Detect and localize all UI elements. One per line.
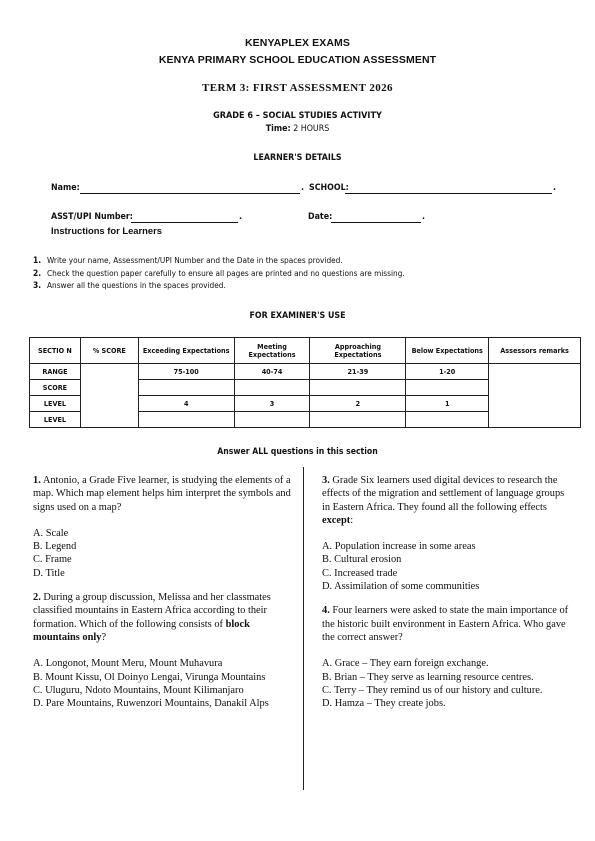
option[interactable]: C. Uluguru, Ndoto Mountains, Mount Kilimanjaro xyxy=(33,684,244,696)
school-field[interactable] xyxy=(345,184,552,194)
right-column xyxy=(322,474,574,710)
school-label: SCHOOL: xyxy=(309,183,349,193)
examiner-table xyxy=(29,337,581,428)
upi-label: ASST/UPI Number: xyxy=(51,212,133,222)
question-stem: 2. During a group discussion, Melissa and her classmates classified mountains in Eastern Africa according to their formation. Which of the following consists of block mountains only? xyxy=(33,592,271,643)
date-label: Date: xyxy=(308,212,333,222)
header-score: % SCORE xyxy=(80,338,138,364)
table-row: LEVEL 4 3 2 1 xyxy=(30,396,581,412)
instruction-item: 3. Answer all the questions in the spaces provided. xyxy=(33,280,226,290)
option[interactable]: B. Brian – They serve as learning resource centres. xyxy=(322,671,534,683)
remarks-cell[interactable] xyxy=(489,364,581,428)
table-row: SCORE xyxy=(30,380,581,396)
header-exceeding: Exceeding Expectations xyxy=(138,338,234,364)
name-row xyxy=(51,183,80,193)
option[interactable]: B. Legend xyxy=(33,541,77,553)
upi-field[interactable] xyxy=(131,213,238,223)
column-divider xyxy=(303,467,304,790)
name-field[interactable] xyxy=(80,184,300,194)
score-cell[interactable] xyxy=(80,364,138,428)
question-stem: 4. Four learners were asked to state the main importance of the historic built environment in Eastern Africa. Who gave the correct answer? xyxy=(322,605,569,643)
instructions-heading: Instructions for Learners xyxy=(51,225,162,236)
term-title: TERM 3: FIRST ASSESSMENT 2026 xyxy=(202,82,393,94)
org-title: KENYAPLEX EXAMS xyxy=(245,37,350,49)
option[interactable]: D. Title xyxy=(33,567,65,579)
header-meeting: Meeting Expectations xyxy=(234,338,310,364)
option[interactable]: D. Assimilation of some communities xyxy=(322,581,480,593)
option[interactable]: B. Mount Kissu, Ol Doinyo Lengai, Virunga Mountains xyxy=(33,671,266,683)
question-stem: 3. Grade Six learners used digital devices to research the effects of the migration and settlement of language groups in Eastern Africa. They found all the following effects except: xyxy=(322,475,565,526)
header-section: SECTIO N xyxy=(30,338,81,364)
examiner-heading: FOR EXAMINER'S USE xyxy=(249,311,346,321)
table-row: LEVEL xyxy=(30,412,581,428)
date-field[interactable] xyxy=(331,213,421,223)
option[interactable]: C. Frame xyxy=(33,554,72,566)
option[interactable]: D. Hamza – They create jobs. xyxy=(322,698,446,710)
section-instruction: Answer ALL questions in this section xyxy=(217,447,378,457)
option[interactable]: A. Longonot, Mount Meru, Mount Muhavura xyxy=(33,658,223,670)
option[interactable]: A. Scale xyxy=(33,527,69,539)
time-label: Time: xyxy=(265,124,291,134)
option[interactable]: D. Pare Mountains, Ruwenzori Mountains, Danakil Alps xyxy=(33,698,269,710)
option[interactable]: C. Increased trade xyxy=(322,567,398,579)
table-row: RANGE 75-100 40-74 21-39 1-20 xyxy=(30,364,581,380)
option[interactable]: B. Cultural erosion xyxy=(322,554,402,566)
instructions-list xyxy=(33,254,405,292)
subject-title: GRADE 6 – SOCIAL STUDIES ACTIVITY xyxy=(213,111,382,121)
option[interactable]: C. Terry – They remind us of our history and culture. xyxy=(322,684,543,696)
header-remarks: Assessors remarks xyxy=(489,338,581,364)
option[interactable]: A. Population increase in some areas xyxy=(322,541,476,553)
instruction-item: 2. Check the question paper carefully to ensure all pages are printed and no questions are missing. xyxy=(33,267,405,278)
header-approaching: Approaching Expectations xyxy=(310,338,406,364)
header-below: Below Expectations xyxy=(406,338,489,364)
instruction-item: 1. Write your name, Assessment/UPI Number and the Date in the spaces provided. xyxy=(33,255,343,265)
left-column xyxy=(33,474,291,710)
time-value: 2 HOURS xyxy=(293,124,330,134)
time-line xyxy=(0,124,595,134)
assessment-title: KENYA PRIMARY SCHOOL EDUCATION ASSESSMENT xyxy=(158,54,437,66)
learner-details-heading: LEARNER'S DETAILS xyxy=(253,153,342,163)
question-stem: 1. Antonio, a Grade Five learner, is studying the elements of a map. Which map element helps him interpret the symbols and signs used on a map? xyxy=(33,475,291,513)
table-header-row xyxy=(30,338,581,364)
name-label: Name: xyxy=(51,183,80,193)
option[interactable]: A. Grace – They earn foreign exchange. xyxy=(322,658,489,670)
